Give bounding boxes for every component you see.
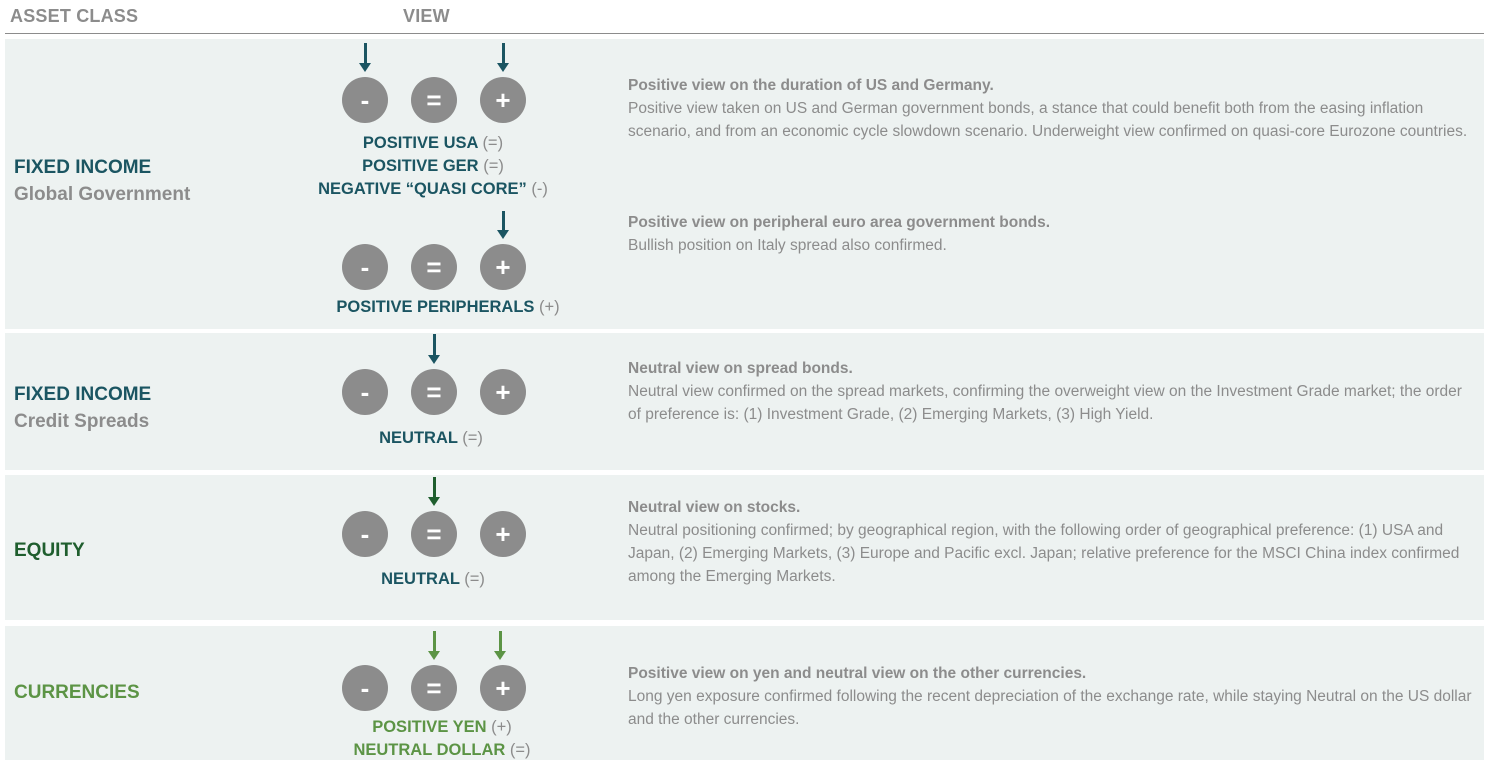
view-labels bbox=[233, 568, 633, 591]
view-label: NEGATIVE “QUASI CORE” (-) bbox=[318, 180, 548, 198]
asset-class-header: ASSET CLASS bbox=[10, 6, 139, 26]
view-dial bbox=[342, 244, 528, 290]
view-labels bbox=[242, 716, 642, 762]
view-label: POSITIVE USA (=) bbox=[362, 134, 504, 152]
view-description bbox=[628, 662, 1473, 731]
plus-view-circle: + bbox=[480, 511, 526, 557]
view-description bbox=[628, 357, 1473, 426]
asset-class-title: EQUITY bbox=[14, 540, 85, 561]
neutral-view-circle: = bbox=[411, 77, 457, 123]
asset-class-subtitle: Credit Spreads bbox=[14, 411, 150, 432]
description-body: Long yen exposure confirmed following the recent depreciation of the exchange rate, while staying Neutral on the US dollar and the other currencies. bbox=[628, 688, 1472, 728]
minus-view-circle: - bbox=[342, 511, 388, 557]
view-description bbox=[628, 211, 1473, 257]
description-title: Positive view on the duration of US and Germany. bbox=[628, 77, 994, 94]
minus-view-circle: - bbox=[342, 244, 388, 290]
view-dial bbox=[342, 369, 528, 415]
description-body: Bullish position on Italy spread also confirmed. bbox=[628, 237, 947, 254]
asset-class-title: FIXED INCOME bbox=[14, 157, 152, 178]
view-label: POSITIVE PERIPHERALS (+) bbox=[336, 298, 560, 316]
view-label: NEUTRAL (=) bbox=[379, 429, 483, 447]
description-body: Neutral view confirmed on the spread markets, confirming the overweight view on the Investment Grade market; the order of preference is: (1) Investment Grade, (2) Emerging Markets, (3) High Yield. bbox=[628, 383, 1462, 423]
neutral-view-circle: = bbox=[411, 665, 457, 711]
description-body: Neutral positioning confirmed; by geographical region, with the following order of geographical preference: (1) USA and Japan, (2) Emerging Markets, (3) Europe and Pacific excl. Japan; relative preference for the MSCI China index confirmed among the Emerging Markets. bbox=[628, 522, 1460, 585]
description-title: Positive view on yen and neutral view on the other currencies. bbox=[628, 665, 1087, 682]
neutral-view-circle: = bbox=[411, 244, 457, 290]
view-dial bbox=[342, 511, 528, 557]
plus-view-circle: + bbox=[480, 77, 526, 123]
minus-view-circle: - bbox=[342, 369, 388, 415]
asset-class-subtitle: Global Government bbox=[14, 184, 191, 205]
view-description bbox=[628, 74, 1473, 143]
asset-class-title: CURRENCIES bbox=[14, 682, 140, 703]
view-label: NEUTRAL DOLLAR (=) bbox=[353, 741, 531, 759]
view-label: NEUTRAL (=) bbox=[381, 570, 485, 588]
asset-class-label bbox=[14, 537, 85, 564]
view-labels bbox=[231, 427, 631, 450]
view-description bbox=[628, 496, 1473, 588]
view-label: POSITIVE YEN (+) bbox=[372, 718, 512, 736]
description-body: Positive view taken on US and German government bonds, a stance that could benefit both from the easing inflation scenario, and from an economic cycle slowdown scenario. Underweight view confirmed on quasi-core Eurozone countries. bbox=[628, 100, 1468, 140]
neutral-view-circle: = bbox=[411, 369, 457, 415]
header-divider bbox=[5, 33, 1484, 34]
asset-class-label bbox=[14, 154, 190, 208]
view-label: POSITIVE GER (=) bbox=[362, 157, 504, 175]
plus-view-circle: + bbox=[480, 369, 526, 415]
plus-view-circle: + bbox=[480, 244, 526, 290]
neutral-view-circle: = bbox=[411, 511, 457, 557]
asset-class-label bbox=[14, 679, 140, 706]
minus-view-circle: - bbox=[342, 77, 388, 123]
view-labels bbox=[233, 132, 633, 201]
asset-class-title: FIXED INCOME bbox=[14, 384, 152, 405]
plus-view-circle: + bbox=[480, 665, 526, 711]
view-labels bbox=[248, 296, 648, 319]
asset-class-label bbox=[14, 381, 151, 435]
view-header: VIEW bbox=[403, 6, 450, 26]
description-title: Positive view on peripheral euro area government bonds. bbox=[628, 214, 1051, 231]
minus-view-circle: - bbox=[342, 665, 388, 711]
view-dial bbox=[342, 665, 528, 711]
view-dial bbox=[342, 77, 528, 123]
description-title: Neutral view on stocks. bbox=[628, 499, 801, 516]
description-title: Neutral view on spread bonds. bbox=[628, 360, 853, 377]
